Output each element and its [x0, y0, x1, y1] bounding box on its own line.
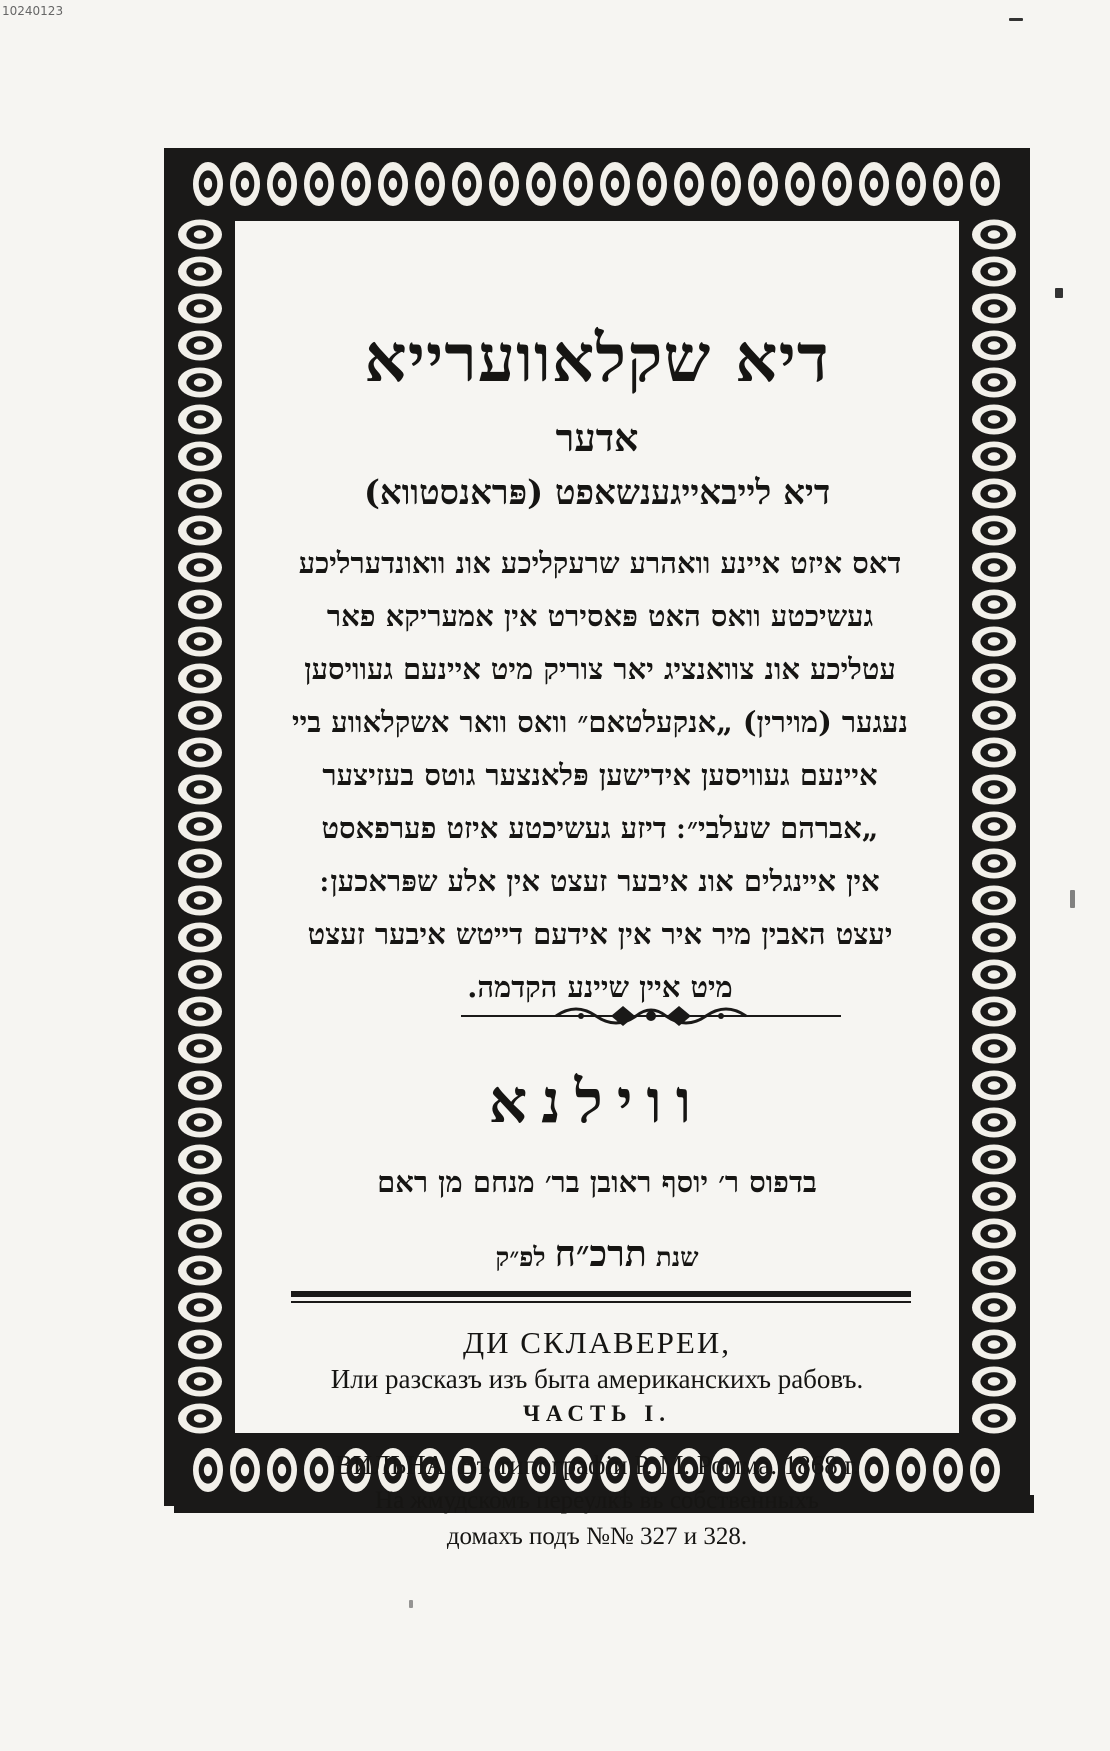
- russian-subtitle: Или разсказъ изъ быта американскихъ рабовъ.: [330, 1364, 864, 1394]
- border-ornament-link: [748, 162, 778, 206]
- border-ornament-link: [563, 162, 593, 206]
- description-line: נעגער (מוירין) „אנקעלטאם״ וואס וואר אשקלאווע ביי: [292, 705, 908, 739]
- border-ornament-link: [267, 162, 297, 206]
- year-line: [235, 1233, 959, 1275]
- scan-speck: [1055, 288, 1063, 298]
- border-ornament-link: [178, 1219, 222, 1249]
- border-ornament-link: [785, 162, 815, 206]
- section-rule-thick: [291, 1291, 911, 1297]
- border-ornament-link: [178, 664, 222, 694]
- year-value: תרכ״ח: [554, 1233, 647, 1275]
- border-ornament-link: [178, 1293, 222, 1323]
- border-ornament-link: [972, 997, 1016, 1027]
- border-ornament-link: [178, 1367, 222, 1397]
- russian-imprint-street: На жмудскомъ переулкѣ въ собственныхъ: [375, 1487, 819, 1514]
- border-ornament-link: [637, 162, 667, 206]
- border-ornament-link: [178, 257, 222, 287]
- border-ornament-link: [178, 1071, 222, 1101]
- scan-speck: [1009, 18, 1023, 21]
- border-ornament-link: [972, 664, 1016, 694]
- short-rule: [528, 1439, 674, 1441]
- border-ornament-link: [674, 162, 704, 206]
- border-ornament-link: [178, 849, 222, 879]
- border-ornament-link: [178, 405, 222, 435]
- border-ornament-link: [178, 1108, 222, 1138]
- book-title: דיא שקלאווערייא: [364, 319, 830, 397]
- border-ornament-link: [972, 701, 1016, 731]
- border-ornament-link: [178, 1404, 222, 1434]
- border-ornament-link: [178, 479, 222, 509]
- border-ornament-link: [178, 1145, 222, 1175]
- border-ornament-link: [178, 701, 222, 731]
- ornamental-frame: [164, 148, 1030, 1550]
- border-ornament-link: [972, 479, 1016, 509]
- border-ornament-link: [972, 1034, 1016, 1064]
- border-ornament-link: [972, 960, 1016, 990]
- city-title: ווילנא: [488, 1067, 706, 1137]
- border-ornament-link: [970, 1448, 1000, 1492]
- border-ornament-link: [178, 997, 222, 1027]
- border-ornament-link: [178, 590, 222, 620]
- description-line: אין איינגלים אונ איבער זעצט אין אלע שפּראכען ׃: [320, 864, 880, 898]
- year-prefix: שנת: [655, 1243, 699, 1273]
- scan-speck: [1070, 890, 1075, 908]
- border-ornament-link: [822, 162, 852, 206]
- border-ornament-link: [970, 162, 1000, 206]
- border-ornament-link: [600, 162, 630, 206]
- border-ornament-link: [178, 923, 222, 953]
- border-ornament-link: [972, 590, 1016, 620]
- border-ornament-link: [972, 886, 1016, 916]
- divider-ornament: [461, 996, 841, 1036]
- border-ornament-link: [178, 516, 222, 546]
- border-ornament-link: [933, 162, 963, 206]
- border-ornament-link: [896, 162, 926, 206]
- description-line: עטליכע אונ צוואנציג יאר צוריק מיט איינעם געוויסען: [304, 652, 896, 686]
- border-ornament-link: [304, 162, 334, 206]
- border-ornament-link: [972, 1293, 1016, 1323]
- border-ornament-link: [972, 405, 1016, 435]
- russian-title: ДИ СКЛАВЕРЕИ,: [463, 1325, 731, 1360]
- border-ornament-link: [178, 1182, 222, 1212]
- border-ornament-link: [972, 294, 1016, 324]
- title-conjunction: אדער: [555, 415, 639, 460]
- border-ornament-link: [972, 516, 1016, 546]
- border-ornament-link: [378, 162, 408, 206]
- border-ornament-link: [972, 849, 1016, 879]
- section-rule-thin: [291, 1301, 911, 1303]
- border-ornament-link: [178, 627, 222, 657]
- border-ornament-link: [972, 738, 1016, 768]
- border-ornament-link: [972, 1367, 1016, 1397]
- border-ornament-link: [178, 775, 222, 805]
- description-line: מיט איין שיינע הקדמה.: [467, 970, 733, 1004]
- border-ornament-link: [972, 1256, 1016, 1286]
- border-ornament-link: [178, 1330, 222, 1360]
- description-line: דאס איזט איינע וואהרע שרעקליכע אונ וואונדערליכע: [298, 546, 902, 580]
- border-ornament-link: [178, 294, 222, 324]
- border-ornament-link: [972, 627, 1016, 657]
- border-ornament-link: [178, 1256, 222, 1286]
- printer-line: בדפוס ר׳ יוסף ראובן בר׳ מנחם מן ראם: [377, 1165, 817, 1199]
- border-ornament-link: [178, 812, 222, 842]
- border-ornament-link: [972, 1145, 1016, 1175]
- book-subtitle: דיא לייבאייגענשאפט (פּראנסטווא): [363, 473, 831, 513]
- border-ornament-link: [178, 331, 222, 361]
- border-ornament-link: [711, 162, 741, 206]
- russian-imprint-city: ВИЛЬНА. Въ типографіи Р. М. Ромма. 1868 г.: [334, 1450, 860, 1480]
- description-line: „אברהם שעלבי״ ׃ דיזע געשיכטע איזט פערפאסט: [321, 811, 879, 845]
- description-block: [245, 537, 955, 1014]
- description-line: געשיכטע וואס האט פּאסירט אין אמעריקא פאר: [326, 599, 874, 633]
- border-ornament-link: [972, 1404, 1016, 1434]
- border-ornament-link: [178, 368, 222, 398]
- scan-id-label: 10240123: [2, 4, 64, 18]
- scan-speck: [409, 1600, 413, 1608]
- border-ornament-link: [193, 1448, 223, 1492]
- border-ornament-link: [972, 812, 1016, 842]
- border-ornament-link: [230, 162, 260, 206]
- description-line: איינעם געוויסען אידישען פּלאנצער גוטס בעזיצער: [322, 758, 878, 792]
- border-ornament-link: [972, 553, 1016, 583]
- border-ornament-link: [193, 162, 223, 206]
- border-ornament-link: [452, 162, 482, 206]
- border-ornament-link: [526, 162, 556, 206]
- border-ornament-link: [972, 775, 1016, 805]
- border-ornament-link: [972, 220, 1016, 250]
- border-ornament-link: [972, 368, 1016, 398]
- border-ornament-link: [178, 960, 222, 990]
- border-ornament-link: [972, 1071, 1016, 1101]
- border-ornament-link: [972, 331, 1016, 361]
- border-ornament-link: [178, 886, 222, 916]
- border-ornament-link: [972, 923, 1016, 953]
- russian-part-label: ЧАСТЬ I.: [523, 1401, 671, 1426]
- description-line: יעצט האבין מיר איר אין אידעם דייטש איבער זעצט: [307, 917, 893, 951]
- border-ornament-link: [178, 442, 222, 472]
- year-suffix: לפ״ק: [495, 1243, 546, 1273]
- border-ornament-link: [972, 1219, 1016, 1249]
- border-ornament-link: [415, 162, 445, 206]
- border-ornament-link: [178, 1034, 222, 1064]
- border-ornament-link: [341, 162, 371, 206]
- border-ornament-link: [972, 1182, 1016, 1212]
- border-ornament-link: [972, 1108, 1016, 1138]
- border-ornament-link: [859, 162, 889, 206]
- title-page-content: [232, 218, 962, 1550]
- border-ornament-link: [178, 553, 222, 583]
- border-ornament-link: [178, 738, 222, 768]
- border-ornament-link: [178, 220, 222, 250]
- border-ornament-link: [972, 442, 1016, 472]
- border-ornament-link: [972, 257, 1016, 287]
- border-ornament-link: [972, 1330, 1016, 1360]
- border-ornament-link: [489, 162, 519, 206]
- russian-imprint-houses: домахъ подъ №№ 327 и 328.: [446, 1523, 748, 1550]
